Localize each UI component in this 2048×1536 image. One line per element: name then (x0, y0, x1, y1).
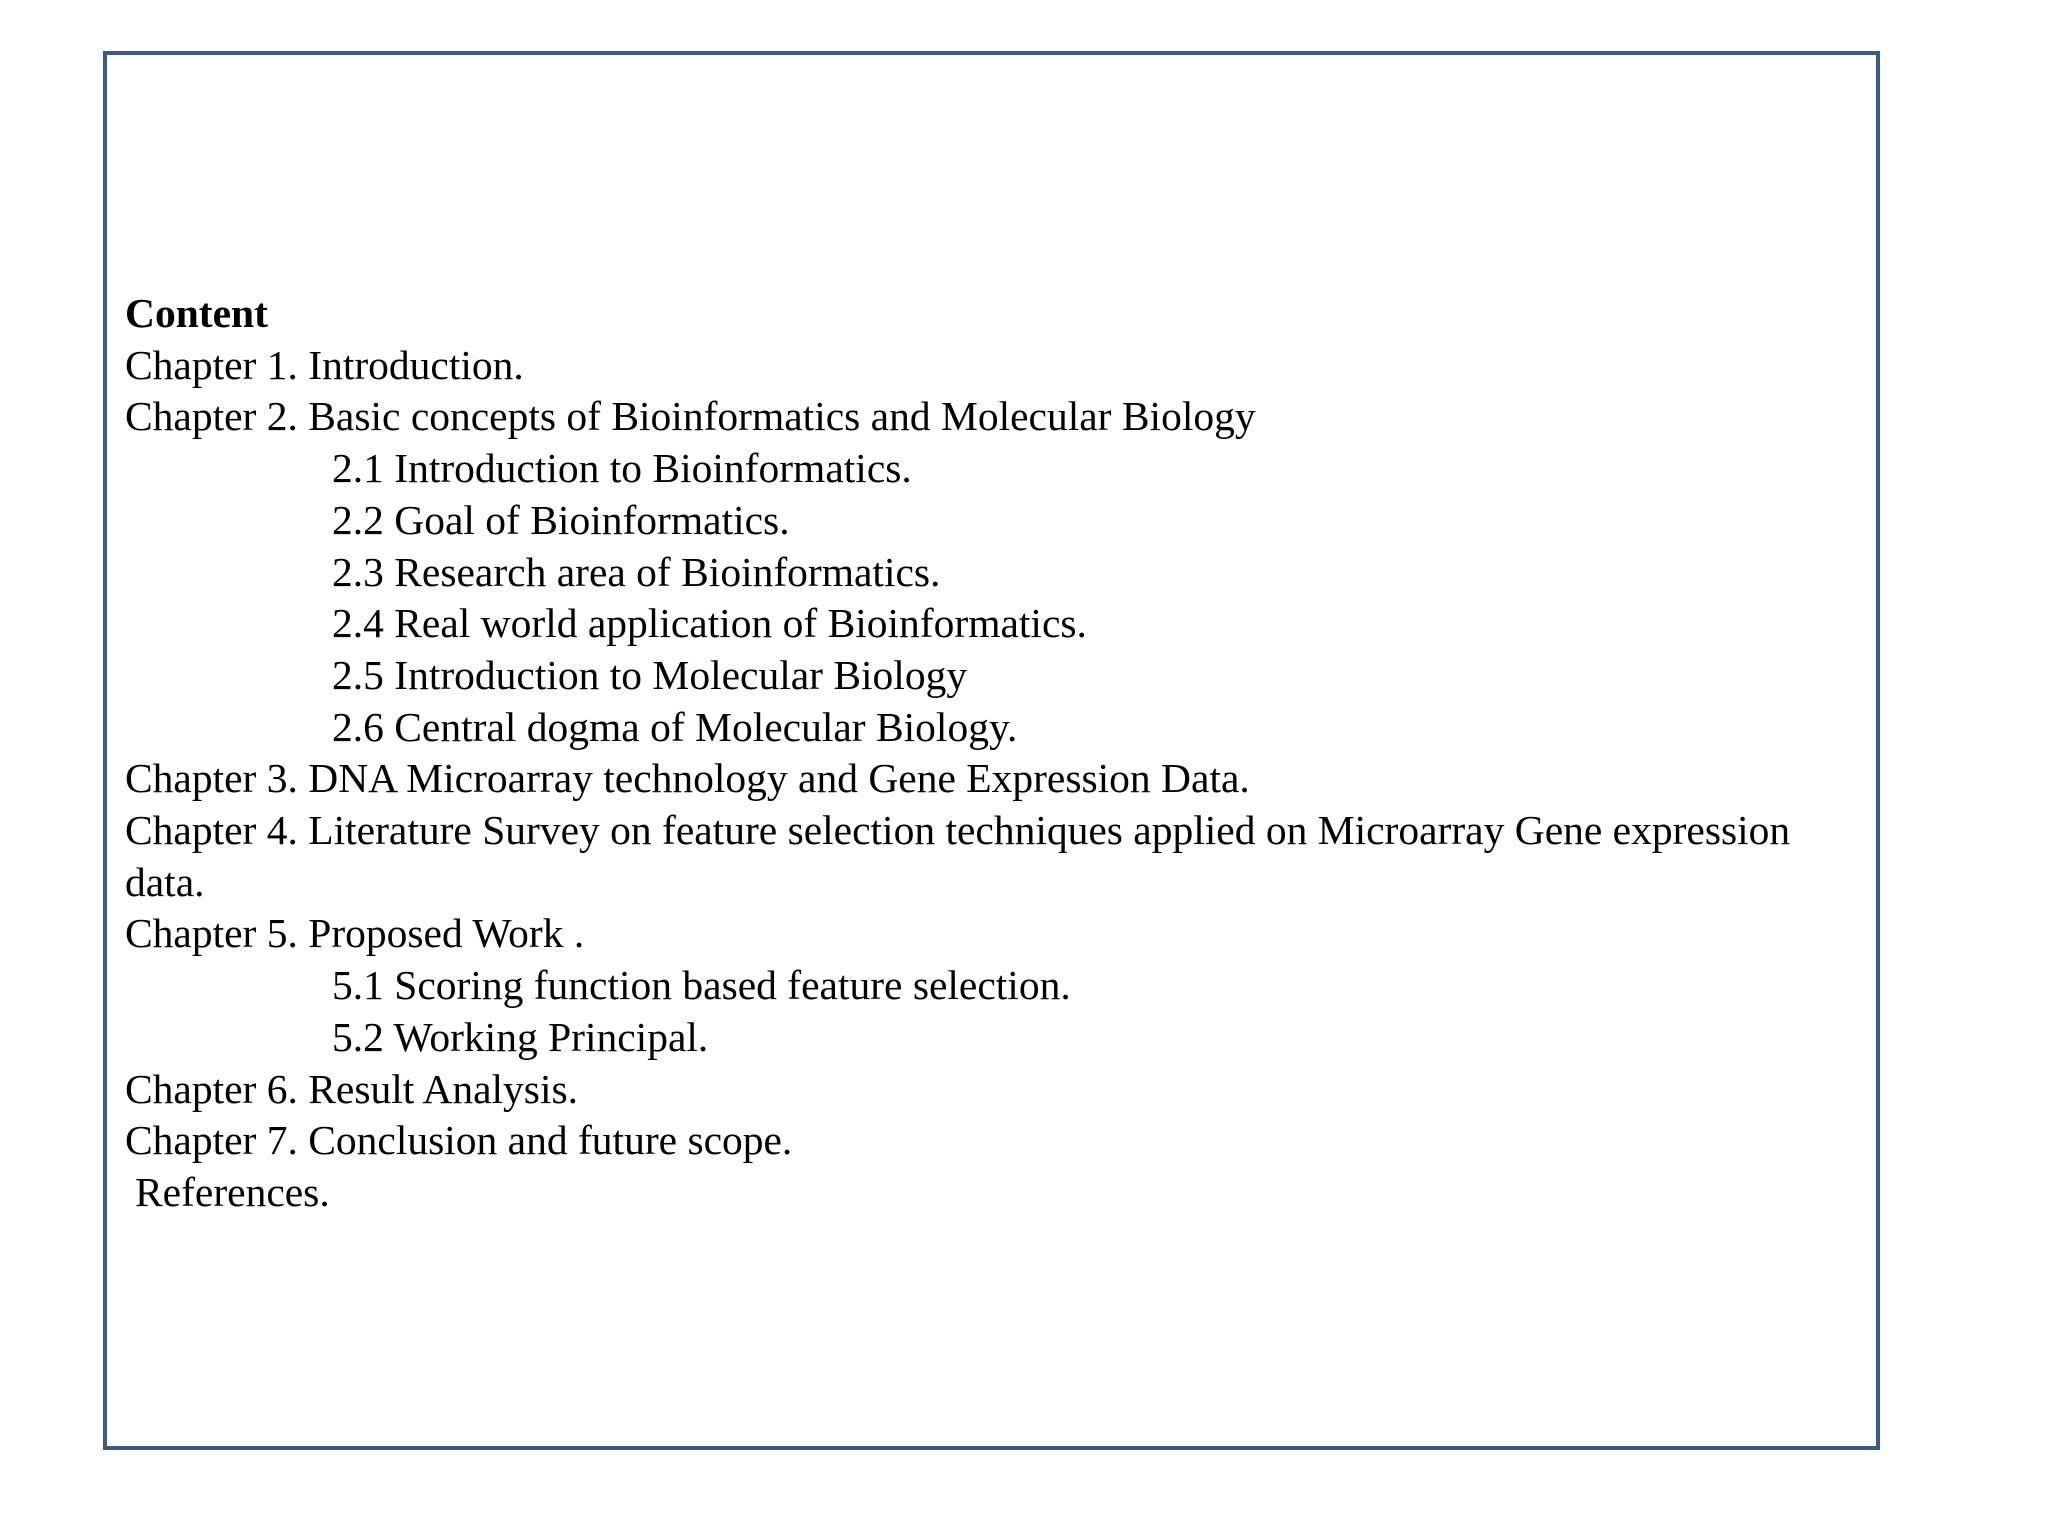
toc-entry-section-2-1: 2.1 Introduction to Bioinformatics. (332, 445, 912, 492)
toc-entry-references: References. (135, 1168, 330, 1215)
toc-entries (125, 340, 1875, 1219)
toc-entry-chapter-1: Chapter 1. Introduction. (125, 341, 524, 388)
toc-entry-section-2-3: 2.3 Research area of Bioinformatics. (332, 548, 941, 595)
toc-entry-section-5-1: 5.1 Scoring function based feature selection. (332, 962, 1071, 1009)
table-of-contents (125, 288, 1875, 1219)
toc-entry-chapter-5: Chapter 5. Proposed Work . (125, 910, 585, 957)
toc-entry-section-2-2: 2.2 Goal of Bioinformatics. (332, 496, 790, 543)
toc-entry-section-5-2: 5.2 Working Principal. (332, 1013, 709, 1060)
toc-entry-section-2-5: 2.5 Introduction to Molecular Biology (332, 651, 968, 698)
toc-entry-chapter-2: Chapter 2. Basic concepts of Bioinformatics and Molecular Biology (125, 393, 1256, 440)
toc-entry-chapter-6: Chapter 6. Result Analysis. (125, 1065, 579, 1112)
toc-entry-section-2-6: 2.6 Central dogma of Molecular Biology. (332, 703, 1018, 750)
toc-entry-section-2-4: 2.4 Real world application of Bioinformatics. (332, 600, 1087, 647)
toc-entry-chapter-3: Chapter 3. DNA Microarray technology and Gene Expression Data. (125, 755, 1250, 802)
toc-entry-chapter-4: Chapter 4. Literature Survey on feature selection techniques applied on Microarray Gene expression data. (125, 807, 1791, 905)
toc-title: Content (125, 290, 268, 336)
toc-entry-chapter-7: Chapter 7. Conclusion and future scope. (125, 1117, 793, 1164)
